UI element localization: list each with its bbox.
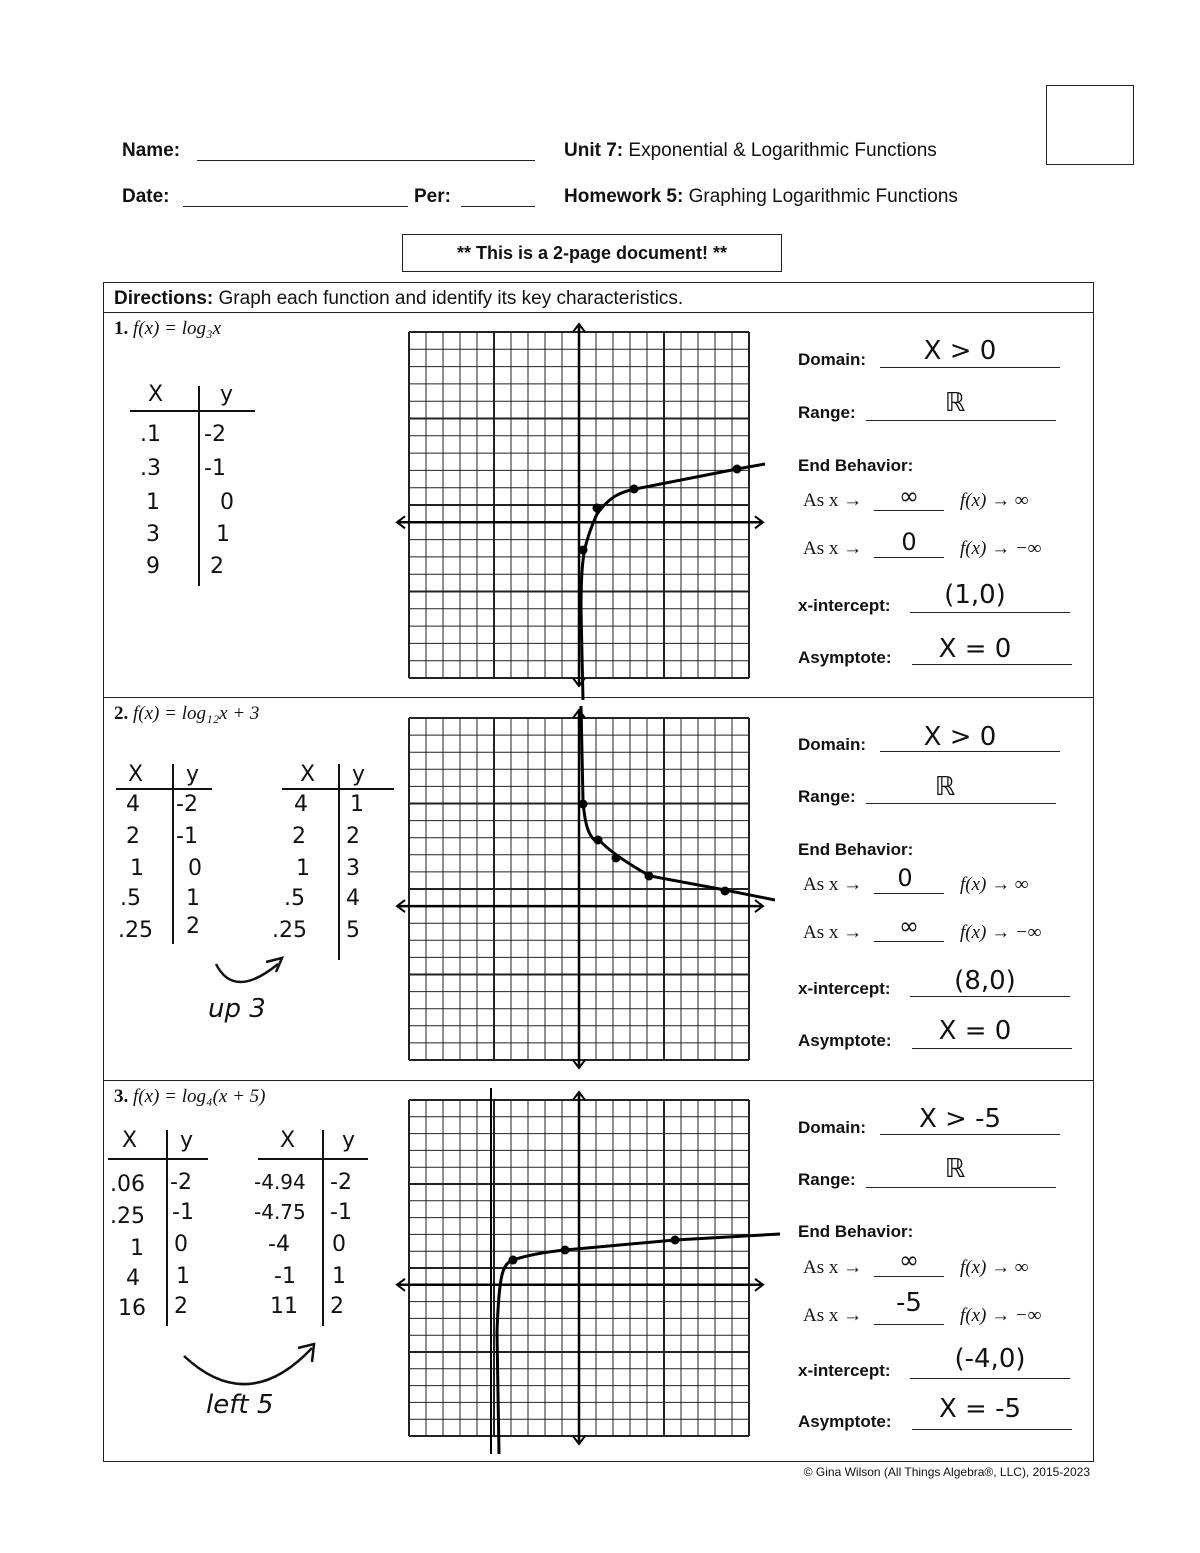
problem-2-end1-line[interactable]	[874, 893, 944, 894]
end-behavior-label: End Behavior:	[798, 456, 914, 475]
table-cell: -1	[172, 1200, 194, 1225]
table-cell: -2	[204, 422, 226, 447]
problem-1-end1-answer: ∞	[899, 482, 919, 510]
problem-3-number: 3.	[114, 1086, 129, 1107]
range-label: Range:	[798, 1170, 856, 1189]
problem-1-end-row-2	[803, 538, 862, 560]
x-intercept-label: x-intercept:	[798, 1361, 891, 1380]
table-cell: 1	[146, 490, 160, 515]
fx-neg-inf: f(x) → −∞	[960, 538, 1042, 559]
problem-1-end2-line[interactable]	[874, 557, 944, 558]
table-cell: .3	[140, 456, 161, 481]
table-cell: -4.94	[254, 1170, 306, 1194]
problem-3-table-1	[108, 1128, 218, 1328]
problem-3-function: f(x) = log₄(x + 5)	[133, 1086, 266, 1107]
table-cell: 2	[346, 824, 360, 849]
problem-1-end1-line[interactable]	[874, 510, 944, 511]
notice-text: ** This is a 2-page document! **	[456, 243, 728, 263]
table-cell: 9	[146, 554, 160, 579]
end-behavior-label: End Behavior:	[798, 1222, 914, 1241]
table-cell: 0	[332, 1232, 346, 1257]
table-cell: -1	[330, 1200, 352, 1225]
table-cell: 16	[118, 1296, 146, 1321]
table-cell: 2	[330, 1294, 344, 1319]
table-header-x: X	[122, 1128, 138, 1153]
table-header-rule	[258, 1158, 368, 1160]
table-cell: 1	[332, 1264, 346, 1289]
problem-3-domain-answer: X > -5	[918, 1104, 1002, 1134]
problem-1-domain-line[interactable]	[880, 367, 1060, 368]
table-cell: -1	[176, 824, 198, 849]
unit-label: Unit 7:	[564, 140, 624, 161]
problem-3-graph	[395, 1082, 785, 1460]
homework-heading	[564, 186, 958, 208]
period-field[interactable]	[461, 206, 535, 207]
problem-3-xint-line[interactable]	[910, 1378, 1070, 1379]
table-cell: -1	[204, 456, 226, 481]
table-cell: 3	[346, 856, 360, 881]
table-cell: 0	[174, 1232, 188, 1257]
problem-2-domain-answer: X > 0	[923, 722, 997, 752]
name-label: Name:	[122, 140, 181, 161]
table-cell: 4	[294, 792, 308, 817]
problem-2-end2-answer: ∞	[899, 912, 919, 940]
domain-label: Domain:	[798, 1118, 866, 1137]
x-intercept-label: x-intercept:	[798, 596, 891, 615]
table-header-x: X	[128, 762, 144, 787]
problem-3-range-answer: ℝ	[944, 1154, 966, 1184]
domain-label: Domain:	[798, 350, 866, 369]
unit-title: Exponential & Logarithmic Functions	[628, 140, 937, 161]
table-header-rule	[116, 788, 212, 790]
problem-2-header	[114, 703, 259, 725]
as-x-text: As x →	[803, 490, 863, 511]
table-column-rule	[172, 764, 174, 944]
problem-1-asym-line[interactable]	[912, 664, 1072, 665]
fx-pos-inf: f(x) → ∞	[960, 874, 1029, 895]
table-header-rule	[108, 1158, 208, 1160]
problem-1-range-line[interactable]	[866, 420, 1056, 421]
table-cell: .25	[118, 918, 153, 943]
problem-1-function: f(x) = log₃x	[133, 318, 222, 339]
table-cell: 2	[210, 554, 224, 579]
plotted-point	[630, 485, 639, 494]
per-label: Per:	[414, 186, 451, 207]
asymptote-label: Asymptote:	[798, 648, 892, 667]
problem-2-end1-answer: 0	[897, 864, 913, 892]
problem-2-asym-line[interactable]	[912, 1048, 1072, 1049]
as-x-text: As x →	[803, 1305, 863, 1326]
table-cell: -2	[176, 792, 198, 817]
table-cell: 2	[292, 824, 306, 849]
problem-1-xint-line[interactable]	[910, 612, 1070, 613]
problem-1-xint-answer: (1,0)	[944, 580, 1006, 610]
end-behavior-label: End Behavior:	[798, 840, 914, 859]
table-cell: 2	[126, 824, 140, 849]
problem-2-shift-note: up 3	[208, 994, 266, 1024]
problem-3-domain-line[interactable]	[880, 1134, 1060, 1135]
plotted-point	[593, 504, 602, 513]
table-cell: .25	[272, 918, 307, 943]
table-header-rule	[130, 410, 255, 412]
problem-3-end1-line[interactable]	[874, 1276, 944, 1277]
table-cell: 1	[176, 1264, 190, 1289]
problem-2-xint-line[interactable]	[910, 996, 1070, 997]
table-column-rule	[198, 386, 200, 586]
problem-1-end2-answer: 0	[901, 528, 917, 556]
range-label: Range:	[798, 787, 856, 806]
problem-2-function: f(x) = log₁₂x + 3	[133, 703, 260, 724]
table-header-y: y	[180, 1128, 194, 1153]
problem-3-xint-answer: (-4,0)	[954, 1344, 1026, 1374]
table-cell: .1	[140, 422, 161, 447]
directions-label: Directions:	[114, 288, 214, 309]
as-x-text: As x →	[803, 874, 863, 895]
as-x-text: As x →	[803, 538, 863, 559]
table-cell: -2	[330, 1170, 352, 1195]
plotted-point	[671, 1236, 680, 1245]
as-x-text: As x →	[803, 1257, 863, 1278]
table-cell: 4	[126, 792, 140, 817]
problem-1-table	[130, 382, 260, 592]
function-curve	[581, 464, 765, 700]
plotted-point	[594, 836, 603, 845]
problem-3-header	[114, 1086, 265, 1108]
table-cell: 5	[346, 918, 360, 943]
table-header-x: X	[300, 762, 316, 787]
table-cell: 1	[350, 792, 364, 817]
table-cell: -2	[170, 1170, 192, 1195]
problem-1-header	[114, 318, 221, 340]
table-cell: .25	[110, 1204, 145, 1229]
table-header-x: X	[148, 382, 164, 407]
table-cell: -1	[274, 1264, 296, 1289]
fx-pos-inf: f(x) → ∞	[960, 490, 1029, 511]
copyright-footer: © Gina Wilson (All Things Algebra®, LLC), 2015-2023	[803, 1465, 1090, 1479]
problem-2-table-2	[272, 762, 396, 962]
table-cell: .5	[120, 886, 141, 911]
problem-3-asym-line[interactable]	[912, 1429, 1072, 1430]
unit-heading	[564, 140, 937, 162]
directions-text: Graph each function and identify its key characteristics.	[218, 288, 684, 309]
table-header-x: X	[280, 1128, 296, 1153]
table-cell: 2	[186, 914, 200, 939]
table-cell: 2	[174, 1294, 188, 1319]
problem-1-number: 1.	[114, 318, 129, 339]
fx-neg-inf: f(x) → −∞	[960, 1305, 1042, 1326]
plotted-point	[612, 854, 621, 863]
fx-neg-inf: f(x) → −∞	[960, 922, 1042, 943]
table-cell: -4.75	[254, 1200, 306, 1224]
name-field[interactable]	[197, 160, 535, 161]
problem-1-asym-answer: X = 0	[938, 634, 1012, 664]
problem-3-end2-answer: -5	[896, 1288, 922, 1318]
homework-label: Homework 5:	[564, 186, 684, 207]
plotted-point	[579, 800, 588, 809]
table-cell: -4	[268, 1232, 290, 1257]
asymptote-label: Asymptote:	[798, 1412, 892, 1431]
plotted-point	[733, 465, 742, 474]
problem-2-graph	[395, 700, 775, 1085]
table-header-y: y	[352, 762, 366, 787]
problem-2-end-row-2	[803, 922, 862, 944]
table-cell: 4	[126, 1266, 140, 1291]
problem-3-end1-answer: ∞	[899, 1246, 919, 1274]
table-cell: 1	[130, 1236, 144, 1261]
problem-2-asym-answer: X = 0	[938, 1016, 1012, 1046]
table-cell: 1	[296, 856, 310, 881]
table-cell: 4	[346, 886, 360, 911]
problem-3-asym-answer: X = -5	[938, 1394, 1022, 1424]
problem-3-end-row-2	[803, 1305, 862, 1327]
problem-2-end-row-1	[803, 874, 862, 896]
table-cell: 11	[270, 1294, 298, 1319]
plotted-point	[509, 1256, 518, 1265]
table-cell: .06	[110, 1172, 145, 1197]
score-box	[1046, 85, 1134, 165]
table-header-y: y	[220, 382, 234, 407]
problem-1-end-row-1	[803, 490, 862, 512]
problem-2-xint-answer: (8,0)	[954, 966, 1016, 996]
table-column-rule	[166, 1130, 168, 1326]
x-intercept-label: x-intercept:	[798, 979, 891, 998]
problem-1-range-answer: ℝ	[944, 388, 966, 418]
table-cell: 0	[188, 856, 202, 881]
homework-title: Graphing Logarithmic Functions	[688, 186, 958, 207]
problem-2-table-1	[116, 762, 226, 962]
range-label: Range:	[798, 403, 856, 422]
problem-1-domain-answer: X > 0	[923, 336, 997, 366]
problem-2-number: 2.	[114, 703, 129, 724]
problem-2-end2-line[interactable]	[874, 941, 944, 942]
plotted-point	[579, 546, 588, 555]
as-x-text: As x →	[803, 922, 863, 943]
problem-3-range-line[interactable]	[866, 1187, 1056, 1188]
problem-2-range-answer: ℝ	[934, 772, 956, 802]
problem-3-end2-line[interactable]	[874, 1324, 944, 1325]
directions	[114, 288, 683, 310]
table-cell: .5	[284, 886, 305, 911]
table-cell: 1	[216, 522, 230, 547]
asymptote-label: Asymptote:	[798, 1031, 892, 1050]
problem-3-table-2	[250, 1128, 370, 1328]
table-cell: 1	[186, 886, 200, 911]
plotted-point	[721, 887, 730, 896]
plotted-point	[645, 872, 654, 881]
table-header-y: y	[186, 762, 200, 787]
problem-3-end-row-1	[803, 1257, 862, 1279]
problem-1-graph	[395, 310, 775, 705]
problem-2-shift-arrow	[200, 950, 300, 1000]
date-label: Date:	[122, 186, 170, 207]
domain-label: Domain:	[798, 735, 866, 754]
table-column-rule	[338, 764, 340, 960]
plotted-point	[561, 1246, 570, 1255]
table-column-rule	[322, 1130, 324, 1326]
problem-3-shift-note: left 5	[206, 1390, 274, 1420]
problem-2-range-line[interactable]	[866, 803, 1056, 804]
date-field[interactable]	[183, 206, 408, 207]
table-cell: 1	[130, 856, 144, 881]
table-header-y: y	[342, 1128, 356, 1153]
table-cell: 0	[220, 490, 234, 515]
table-cell: 3	[146, 522, 160, 547]
fx-pos-inf: f(x) → ∞	[960, 1257, 1029, 1278]
